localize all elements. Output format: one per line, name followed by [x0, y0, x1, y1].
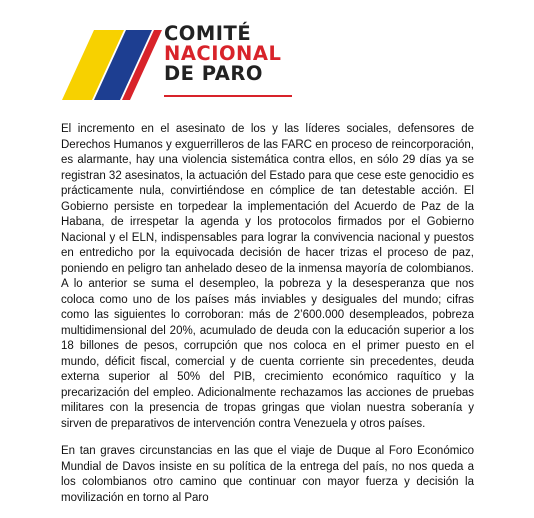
logo-wordmark — [164, 24, 281, 84]
logo-line-de-paro: DE PARO — [164, 62, 263, 85]
logo-underline — [164, 95, 292, 97]
paragraph-2: En tan graves circunstancias en las que el viaje de Duque al Foro Económico Mundial de Davos insiste en su política de la entrega del país, no nos queda a los colombianos otro camino que continuar con mayor fuerza y decisión la movilización en torno al Paro — [61, 445, 474, 504]
document-body — [61, 122, 474, 518]
paragraph-1: El incremento en el asesinato de los y las líderes sociales, defensores de Derechos Humanos y exguerrilleros de las FARC en proceso de reincorporación, es alarmante, hay una violencia sistemática contra ellos, en sólo 29 días ya se registran 32 asesinatos, la actuación del Estado para que cese este genocidio es prácticamente nula, convirtiéndose en cómplice de tan detestable acción. El Gobierno persiste en torpedear la implementación del Acuerdo de Paz de la Habana, de irrespetar la agenda y los protocolos firmados por el Gobierno Nacional y el ELN, indispensables para lograr la convivencia nacional y puestos en entredicho por la equivocada decisión de hacer trizas el proceso de paz, poniendo en peligro tan anhelado deseo de la inmensa mayoría de colombianos. A lo anterior se suma el desempleo, la pobreza y la desesperanza que nos coloca como uno de los países más inviables y desiguales del mundo; cifras como las siguientes lo corroboran: más de 2’600.000 desempleados, pobreza multidimensional del 20%, acumulado de deuda con la educación superior a los 18 billones de pesos, corrupción que nos coloca en el primer puesto en el mundo, déficit fiscal, comercial y de cuenta corriente sin precedentes, deuda externa superior al 50% del PIB, crecimiento económico raquítico y la precarización del empleo. Adicionalmente rechazamos las acciones de pruebas militares con la presencia de tropas gringas que violan nuestra soberanía y sirven de preparativos de intervención contra Venezuela y otros países. — [61, 123, 474, 430]
logo-line-comite: COMITÉ — [164, 22, 252, 45]
logo-line-nacional: NACIONAL — [164, 42, 282, 65]
